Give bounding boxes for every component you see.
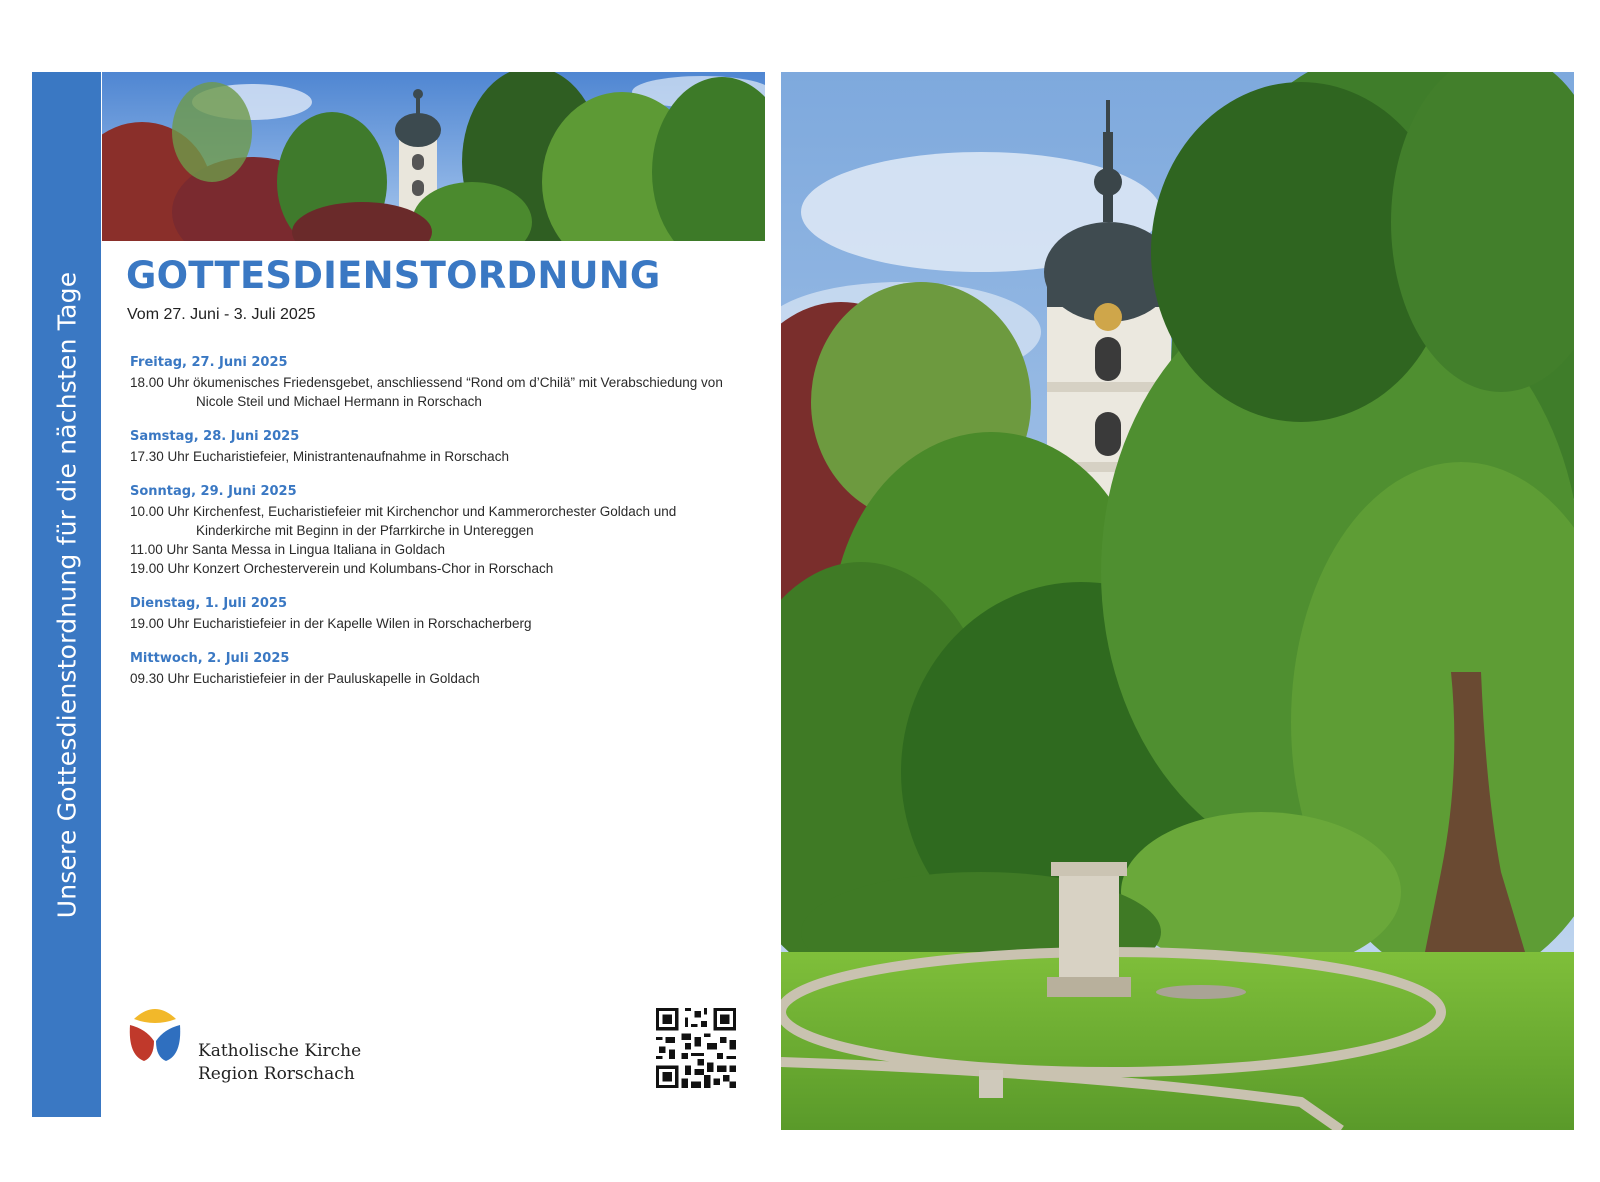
schedule-list: [130, 355, 750, 706]
day-sunday: [130, 484, 750, 578]
event-item: 11.00 Uhr Santa Messa in Lingua Italiana in Goldach: [130, 542, 445, 557]
event-item: 09.30 Uhr Eucharistiefeier in der Pauluskapelle in Goldach: [130, 671, 480, 686]
event-item: 19.00 Uhr Eucharistiefeier in der Kapelle Wilen in Rorschacherberg: [130, 616, 532, 631]
day-wednesday: [130, 651, 750, 688]
day-date: Mittwoch, 2. Juli 2025: [130, 651, 290, 666]
date-range: Vom 27. Juni - 3. Juli 2025: [127, 306, 316, 323]
page-title: GOTTESDIENSTORDNUNG: [126, 254, 661, 297]
qr-code-icon[interactable]: [656, 1008, 736, 1088]
logo-line-2: Region Rorschach: [198, 1064, 355, 1084]
church-logo-icon: [126, 1003, 184, 1063]
event-item: 10.00 Uhr Kirchenfest, Eucharistiefeier mit Kirchenchor und Kammerorchester Goldach und Kinderkirche mit Beginn in der Pfarrkirche in Untereggen: [130, 504, 677, 538]
day-date: Samstag, 28. Juni 2025: [130, 429, 300, 444]
header-photo: [102, 72, 765, 241]
day-date: Freitag, 27. Juni 2025: [130, 355, 288, 370]
event-item: 18.00 Uhr ökumenisches Friedensgebet, anschliessend “Rond om d’Chilä” mit Verabschiedung von Nicole Steil und Michael Hermann in Rorschach: [130, 375, 723, 409]
event-item: 17.30 Uhr Eucharistiefeier, Ministrantenaufnahme in Rorschach: [130, 449, 509, 464]
day-friday: [130, 355, 750, 411]
sidebar-text: Unsere Gottesdienstordnung für die nächsten Tage: [52, 271, 81, 918]
day-tuesday: [130, 596, 750, 633]
event-item: 19.00 Uhr Konzert Orchesterverein und Kolumbans-Chor in Rorschach: [130, 561, 554, 576]
logo-text: [198, 1040, 361, 1086]
day-date: Sonntag, 29. Juni 2025: [130, 484, 297, 499]
day-saturday: [130, 429, 750, 466]
day-date: Dienstag, 1. Juli 2025: [130, 596, 288, 611]
logo-line-1: Katholische Kirche: [198, 1041, 362, 1061]
sidebar-band: [32, 72, 101, 1117]
church-garden-photo: [781, 72, 1574, 1130]
